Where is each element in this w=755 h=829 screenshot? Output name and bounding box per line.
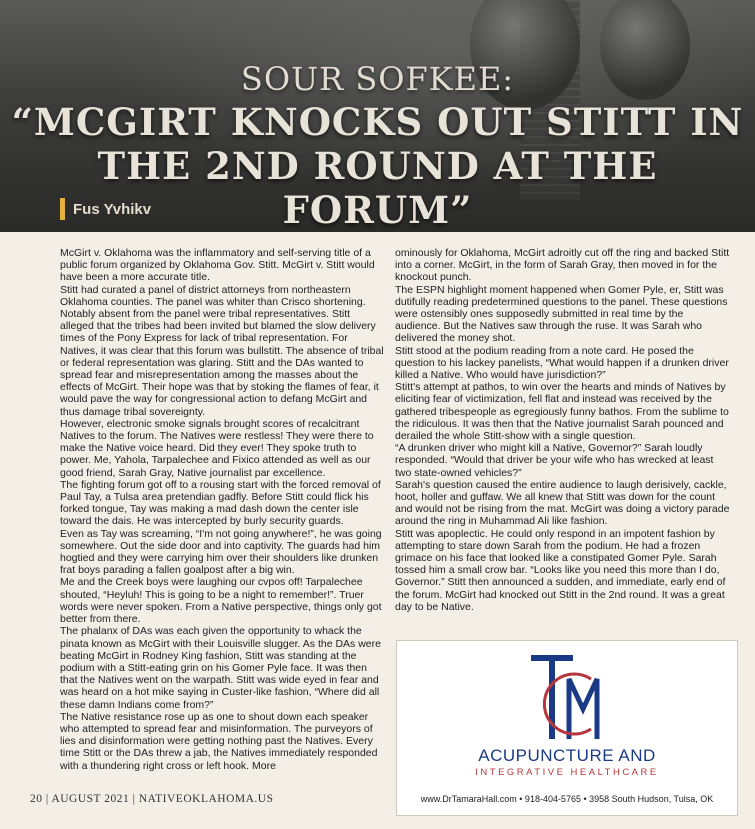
footer-separator: | [132, 793, 136, 805]
column-left [60, 247, 385, 772]
byline [60, 198, 151, 220]
paragraph: The Native resistance rose up as one to shout down each speaker who attempted to spread fear and misinformation. The purveyors of lies and disinformation were getting nothing past the Natives. Every time Stitt or the DAs threw a jab, the Natives immediately responded with a thundering right cross or left hook. More [60, 710, 378, 772]
paragraph: Stitt had curated a panel of district attorneys from northeastern Oklahoma counties. The panel was whiter than Crisco shortening. Notably absent from the panel were tribal representatives. Stitt alleged that the tribes had been invited but blamed the slow delivery times of the Pony Express for lack of tribal representation. For Natives, it was clear that this forum was bullstitt. The absence of tribal or federal representation was glaring. Stitt and the DAs wanted to spread fear and misrepresentation among the masses about the effects of McGirt. Their hope was that by stoking the flames of fear, it would pave the way for congressional action to defang McGirt and thus damage tribal sovereignty. [60, 283, 384, 418]
title-line: “MCGIRT KNOCKS OUT STITT IN [11, 100, 744, 144]
issue-date: AUGUST 2021 [51, 793, 130, 805]
paragraph: Stitt was apoplectic. He could only respond in an impotent fashion by attempting to stare down Sarah from the podium. He had a frozen grimace on his face that looked like a constipated Gomer Pyle. Sarah tossed him a small crow bar. “Looks like you need this more than I do, Governor.” Stitt then announced a sudden, and immediate, early end of the forum. McGirt had knocked out Stitt in the 2nd round. It was a great day to be Native. [395, 527, 726, 613]
ad-business-name: ACUPUNCTURE AND [478, 746, 656, 765]
paragraph: “A drunken driver who might kill a Native, Governor?” Sarah loudly responded. “Would that driver be your wife who has wrecked at least two state-owned vehicles?” [395, 442, 714, 479]
paragraph: Stitt stood at the podium reading from a note card. He posed the question to his lackey panelists, “What would happen if a drunken driver killed a Native. Who would have jurisdiction?” [395, 344, 729, 382]
ad-business-subname: INTEGRATIVE HEALTHCARE [475, 767, 659, 778]
header-banner [0, 0, 755, 232]
title-line: THE 2ND ROUND AT THE FORUM” [97, 144, 658, 232]
paragraph: Me and the Creek boys were laughing our cvpos off! Tarpalechee shouted, “Heyluh! This is going to be a night to remember!”. Truer words were never spoken. From a Native perspective, things only got better from there. [60, 576, 382, 626]
tm-monogram-logo [525, 649, 609, 745]
ad-contact-info[interactable]: www.DrTamaraHall.com • 918-404-5765 • 3958 South Hudson, Tulsa, OK [420, 794, 714, 804]
column-right [395, 247, 730, 613]
paragraph: ominously for Oklahoma, McGirt adroitly cut off the ring and backed Stitt into a corner. McGirt, in the form of Sarah Gray, then moved in for the knockout punch. [395, 247, 730, 284]
paragraph: Sarah's question caused the entire audience to laugh derisively, cackle, hoot, holler and guffaw. We all knew that Stitt was down for the count and would not be rising from the mat. McGirt was doing a victory parade around the ring in Muhammad Ali like fashion. [395, 478, 730, 528]
paragraph: However, electronic smoke signals brought scores of recalcitrant Natives to the forum. The Natives were restless! They were there to make the Native voice heard. Did they ever! They spoke truth to power. Me, Yahola, Tarpalechee and Fixico attended as well as our good friend, Sarah Gray, Native journalist par excellence. [60, 417, 374, 479]
paragraph: The ESPN highlight moment happened when Gomer Pyle, er, Stitt was dutifully reading predetermined questions to the panel. These questions were ostensibly ones supposedly submitted in real time by the audience. But the Natives saw through the ruse. It was Sarah who delivered the money shot. [395, 283, 728, 345]
footer-separator: | [45, 793, 49, 805]
page-footer [30, 793, 274, 805]
site-name: NATIVEOKLAHOMA.US [138, 793, 274, 805]
paragraph: The phalanx of DAs was each given the opportunity to whack the pinata known as McGirt with their Louisville slugger. As the DAs were beating McGirt in Rodney King fashion, Stitt was standing at the podium with a Stitt-eating grin on his Gomer Pyle face. It was then that the Natives went on the warpath. Stitt was wide eyed in fear and was heard on a hot mike saying in Custer-like fashion, “Where did all these damn Indians come from?” [60, 625, 381, 711]
paragraph: McGirt v. Oklahoma was the inflammatory and self-serving title of a public forum organized by Oklahoma Gov. Stitt. McGirt v. Stitt would have been a more accurate title. [60, 247, 375, 284]
author-name: Fus Yvhikv [73, 200, 152, 218]
paragraph: Stitt's attempt at pathos, to win over the hearts and minds of Natives by eliciting fear of victimization, fell flat and instead was received by the gathered tribespeople as egregiously funny bathos. From the sublime to the ridiculous. It was then that the Native journalist Sarah pounced and derailed the whole Stitt-show with a single question. [395, 381, 729, 443]
advertisement[interactable] [396, 640, 738, 816]
byline-accent-bar [60, 198, 65, 220]
page-number: 20 [30, 793, 43, 805]
article-kicker: SOUR SOFKEE: [240, 60, 515, 98]
paragraph: The fighting forum got off to a rousing start with the forced removal of Paul Tay, a Tulsa area pretendian gadfly. Before Stitt could flick his forked tongue, Tay was making a mad dash down the center isle toward the dais. He was intercepted by burly security guards. [60, 478, 381, 528]
paragraph: Even as Tay was screaming, “I'm not going anywhere!”, he was going somewhere. Out the side door and into captivity. The guards had him hogtied and they were carrying him over their shoulders like drunken frat boys parading a fallen goalpost after a big win. [60, 527, 382, 577]
